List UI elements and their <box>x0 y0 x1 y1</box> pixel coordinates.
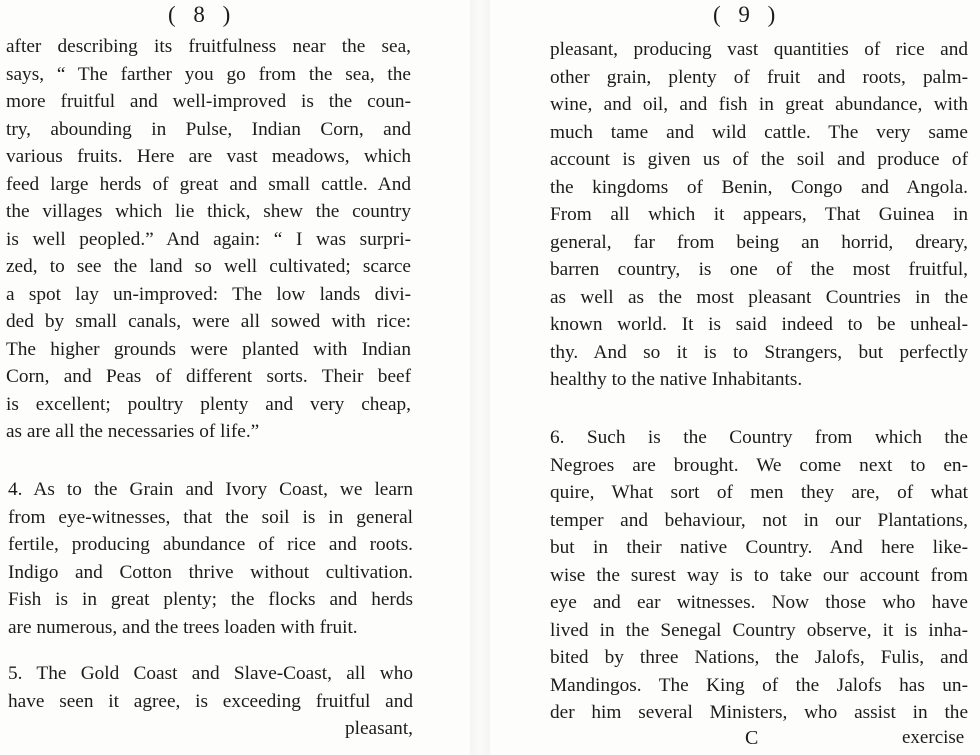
paragraph-continuation <box>6 33 411 446</box>
text-line: 4. As to the Grain and Ivory Coast, we learn <box>8 479 413 500</box>
text-line: quire, What sort of men they are, of what <box>550 482 968 503</box>
left-page <box>0 0 470 755</box>
signature-mark: C <box>745 727 759 749</box>
text-line: from eye-witnesses, that the soil is in general <box>8 506 413 528</box>
text-line: after describing its fruitfulness near the sea, <box>6 36 411 57</box>
text-line: zed, to see the land so well cultivated; scarce <box>6 256 411 277</box>
text-line: try, abounding in Pulse, Indian Corn, and <box>6 118 411 140</box>
text-line: From all which it appears, That Guinea in <box>550 204 968 225</box>
text-line: barren country, is one of the most fruitful, <box>550 259 968 280</box>
text-line: are numerous, and the trees loaden with fruit. <box>8 616 358 638</box>
text-line: Negroes are brought. We come next to en- <box>550 454 968 476</box>
text-line: Fish is in great plenty; the flocks and herds <box>8 589 413 610</box>
right-page <box>490 0 980 755</box>
text-line: account is given us of the soil and produce of <box>550 149 968 170</box>
text-line: temper and behaviour, not in our Plantations, <box>550 509 968 531</box>
text-line: bited by three Nations, the Jalofs, Fulis, and <box>550 647 968 668</box>
page-gutter <box>470 0 490 755</box>
text-line: various fruits. Here are vast meadows, which <box>6 146 411 167</box>
text-line: ded by small canals, were all sowed with rice: <box>6 311 411 332</box>
text-line: but in their native Country. And here like- <box>550 537 968 558</box>
text-line: known world. It is said indeed to be unheal- <box>550 314 968 335</box>
text-line: Indigo and Cotton thrive without cultivation. <box>8 561 413 583</box>
text-line: 6. Such is the Country from which the <box>550 427 968 448</box>
paragraph-5-continued <box>550 36 968 394</box>
text-line: more fruitful and well-improved is the coun- <box>6 91 411 112</box>
paragraph-5 <box>8 660 413 743</box>
catchword-right: exercise <box>902 727 965 748</box>
text-line: wise the surest way is to take our account from <box>550 564 968 586</box>
text-line: other grain, plenty of fruit and roots, palm- <box>550 66 968 88</box>
paragraph-4 <box>8 476 413 641</box>
text-line: as are all the necessaries of life.” <box>6 421 260 442</box>
text-line: Mandingos. The King of the Jalofs has un- <box>550 674 968 696</box>
text-line: as well as the most pleasant Countries in the <box>550 286 968 308</box>
text-line: lived in the Senegal Country observe, it is inha- <box>550 619 968 641</box>
text-line: The higher grounds were planted with Indian <box>6 338 411 360</box>
text-line: the villages which lie thick, shew the country <box>6 201 411 222</box>
text-line: healthy to the native Inhabitants. <box>550 369 803 390</box>
text-line: have seen it agree, is exceeding fruitful and <box>8 690 413 712</box>
page-number-right: ( 9 ) <box>713 2 782 27</box>
text-line: the kingdoms of Benin, Congo and Angola. <box>550 176 968 198</box>
text-line: eye and ear witnesses. Now those who have <box>550 592 968 613</box>
text-line: 5. The Gold Coast and Slave-Coast, all who <box>8 663 413 684</box>
text-line: is excellent; poultry plenty and very cheap, <box>6 393 411 415</box>
paragraph-6 <box>550 424 968 727</box>
text-line: fertile, producing abundance of rice and roots. <box>8 534 413 555</box>
page-number-left: ( 8 ) <box>168 2 237 27</box>
text-line: general, far from being an horrid, dreary, <box>550 231 968 253</box>
text-line: der him several Ministers, who assist in the <box>550 702 968 723</box>
catchword-left: pleasant, <box>345 718 413 739</box>
text-line: thy. And so it is to Strangers, but perfectly <box>550 341 968 363</box>
text-line: pleasant, producing vast quantities of rice and <box>550 39 968 60</box>
text-line: a spot lay un-improved: The low lands divi- <box>6 283 411 305</box>
text-line: wine, and oil, and fish in great abundance, with <box>550 94 968 115</box>
text-line: is well peopled.” And again: “ I was surpri- <box>6 228 411 250</box>
text-line: Corn, and Peas of different sorts. Their beef <box>6 366 411 387</box>
text-line: feed large herds of great and small cattle. And <box>6 173 411 195</box>
text-line: much tame and wild cattle. The very same <box>550 121 968 143</box>
text-line: says, “ The farther you go from the sea, the <box>6 63 411 85</box>
